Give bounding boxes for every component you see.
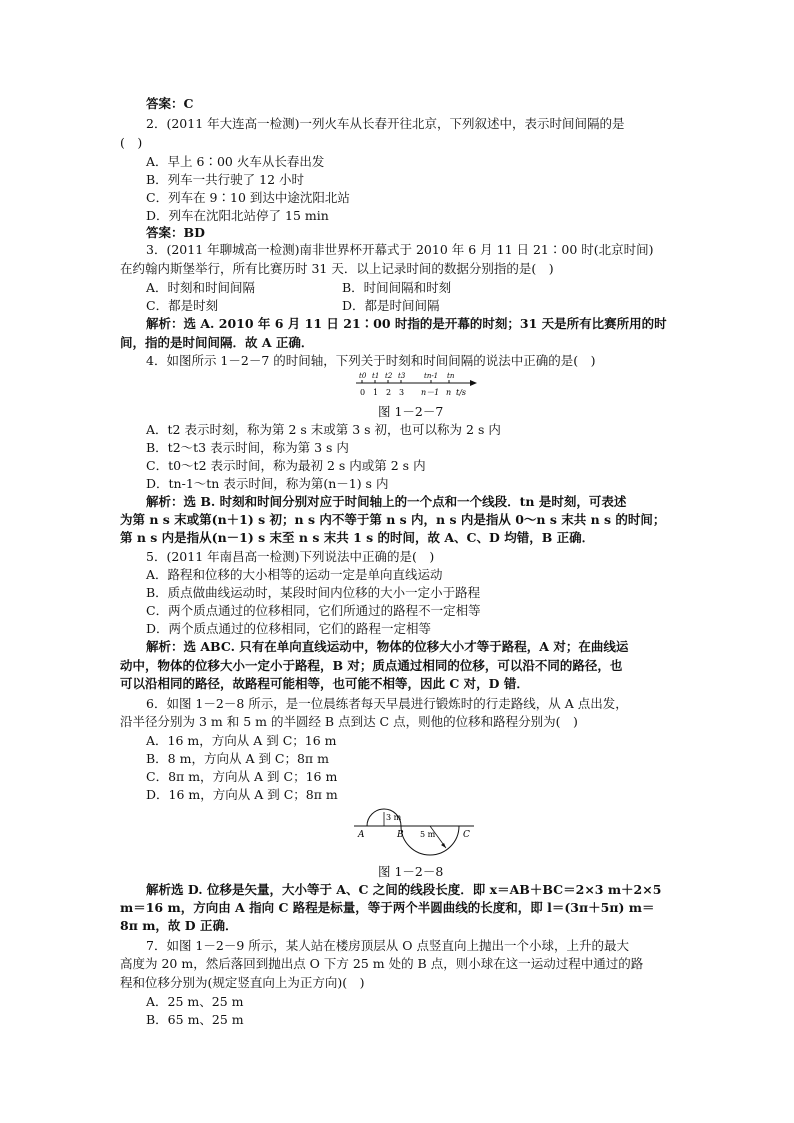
q6-option-a: A．16 m，方向从 A 到 C；16 m bbox=[146, 733, 337, 748]
q5-option-a: A．路程和位移的大小相等的运动一定是单向直线运动 bbox=[146, 567, 443, 582]
q5-option-c: C．两个质点通过的位移相同，它们所通过的路程不一定相等 bbox=[146, 603, 481, 618]
q2-option-c: C．列车在 9∶10 到达中途沈阳北站 bbox=[146, 190, 350, 205]
q4-explanation-line2: 为第 n s 末或第(n＋1) s 初；n s 内不等于第 n s 内，n s 内是指从 0～n s 末共 n s 的时间； bbox=[120, 512, 666, 527]
q4-option-d: D．tn-1～tn 表示时间，称为第(n－1) s 内 bbox=[146, 476, 389, 491]
q4-option-b: B．t2～t3 表示时间，称为第 3 s 内 bbox=[146, 440, 349, 455]
point-c-label: C bbox=[463, 830, 470, 840]
q1-answer: 答案：C bbox=[146, 96, 194, 111]
q2-stem-line1: 2．(2011 年大连高一检测)一列火车从长春开往北京，下列叙述中，表示时间间隔的是 bbox=[146, 116, 625, 131]
q5-explanation-line1: 解析：选 ABC. 只有在单向直线运动中，物体的位移大小才等于路程，A 对；在曲线运 bbox=[146, 639, 629, 654]
q6-stem-line2: 沿半径分别为 3 m 和 5 m 的半圆经 B 点到达 C 点，则他的位移和路程分别为( ) bbox=[120, 714, 578, 729]
axis-top-label: tn bbox=[447, 372, 455, 380]
q7-stem-line3: 程和位移分别为(规定竖直向上为正方向)( ) bbox=[120, 975, 365, 990]
axis-bottom-label: n bbox=[446, 388, 452, 397]
radius-3m-label: 3 m bbox=[386, 813, 402, 822]
q6-explanation-line1: 解析选 D. 位移是矢量，大小等于 A、C 之间的线段长度．即 x＝AB＋BC＝2×3 m＋2×5 bbox=[146, 882, 662, 897]
axis-top-label: t1 bbox=[372, 372, 380, 380]
axis-top-label: t0 bbox=[359, 372, 367, 380]
q7-option-a: A．25 m、25 m bbox=[146, 994, 244, 1009]
q3-explanation-line1: 解析：选 A. 2010 年 6 月 11 日 21∶00 时指的是开幕的时刻；31 天是所有比赛所用的时 bbox=[146, 316, 667, 331]
q6-option-c: C．8π m，方向从 A 到 C；16 m bbox=[146, 769, 338, 784]
axis-bottom-label: n－1 bbox=[421, 388, 440, 397]
q3-option-d: D．都是时间间隔 bbox=[342, 298, 440, 313]
q6-option-d: D．16 m，方向从 A 到 C；8π m bbox=[146, 787, 338, 802]
q3-stem-line2: 在约翰内斯堡举行，所有比赛历时 31 天．以上记录时间的数据分别指的是( ) bbox=[120, 261, 554, 276]
axis-bottom-label: 2 bbox=[386, 388, 392, 397]
timeline-figure bbox=[350, 370, 480, 400]
q4-option-a: A．t2 表示时刻，称为第 2 s 末或第 3 s 初，也可以称为 2 s 内 bbox=[146, 422, 501, 437]
point-a-label: A bbox=[358, 830, 365, 840]
q4-option-c: C．t0～t2 表示时间，称为最初 2 s 内或第 2 s 内 bbox=[146, 458, 426, 473]
q4-explanation-line3: 第 n s 内是指从(n－1) s 末至 n s 末共 1 s 的时间，故 A、C、D 均错，B 正确． bbox=[120, 530, 595, 545]
q5-explanation-line2: 动中，物体的位移大小一定小于路程，B 对；质点通过相同的位移，可以沿不同的路径，也 bbox=[120, 658, 623, 673]
axis-unit-label: t/s bbox=[456, 388, 467, 397]
q5-option-b: B．质点做曲线运动时，某段时间内位移的大小一定小于路程 bbox=[146, 585, 481, 600]
q2-option-b: B．列车一共行驶了 12 小时 bbox=[146, 172, 305, 187]
q4-stem: 4．如图所示 1－2－7 的时间轴，下列关于时刻和时间间隔的说法中正确的是( ) bbox=[146, 353, 596, 368]
q3-option-b: B．时间间隔和时刻 bbox=[342, 280, 452, 295]
figure-caption-1-2-7: 图 1－2－7 bbox=[378, 404, 444, 419]
point-b-label: B bbox=[397, 830, 404, 840]
q2-stem-line2: ( ) bbox=[120, 135, 143, 150]
axis-bottom-label: 0 bbox=[360, 388, 366, 397]
radius-5m-label: 5 m bbox=[420, 830, 436, 839]
q6-explanation-line3: 8π m，故 D 正确． bbox=[120, 918, 238, 933]
q2-answer: 答案：BD bbox=[146, 225, 205, 240]
axis-top-label: t2 bbox=[385, 372, 393, 380]
q7-option-b: B．65 m、25 m bbox=[146, 1012, 244, 1027]
q3-option-c: C．都是时刻 bbox=[146, 298, 219, 313]
q2-option-a: A．早上 6∶00 火车从长春出发 bbox=[146, 154, 325, 169]
q5-explanation-line3: 可以沿相同的路径，故路程可能相等，也可能不相等，因此 C 对，D 错． bbox=[120, 676, 529, 691]
q5-stem: 5．(2011 年南昌高一检测)下列说法中正确的是( ) bbox=[146, 549, 435, 564]
axis-bottom-label: 1 bbox=[373, 388, 379, 397]
axis-top-label: tn-1 bbox=[424, 372, 439, 380]
q3-stem-line1: 3．(2011 年聊城高一检测)南非世界杯开幕式于 2010 年 6 月 11 日 21∶00 时(北京时间) bbox=[146, 242, 654, 257]
figure-caption-1-2-8: 图 1－2－8 bbox=[378, 864, 444, 879]
semicircle-path-figure bbox=[350, 800, 480, 862]
q3-option-a: A．时刻和时间间隔 bbox=[146, 280, 256, 295]
q7-stem-line2: 高度为 20 m，然后落回到抛出点 O 下方 25 m 处的 B 点，则小球在这一运动过程中通过的路 bbox=[120, 956, 644, 971]
q7-stem-line1: 7．如图 1－2－9 所示，某人站在楼房顶层从 O 点竖直向上抛出一个小球，上升的最大 bbox=[146, 938, 629, 953]
q5-option-d: D．两个质点通过的位移相同，它们的路程一定相等 bbox=[146, 621, 432, 636]
axis-bottom-label: 3 bbox=[399, 388, 405, 397]
q6-stem-line1: 6．如图 1－2－8 所示，是一位晨练者每天早晨进行锻炼时的行走路线，从 A 点出发， bbox=[146, 696, 628, 711]
axis-top-label: t3 bbox=[398, 372, 406, 380]
q4-explanation-line1: 解析：选 B. 时刻和时间分别对应于时间轴上的一个点和一个线段．tn 是时刻，可表述 bbox=[146, 494, 627, 509]
q6-option-b: B．8 m，方向从 A 到 C；8π m bbox=[146, 751, 329, 766]
q6-explanation-line2: m＝16 m，方向由 A 指向 C 路程是标量，等于两个半圆曲线的长度和，即 l＝(3π＋5π) m＝ bbox=[120, 900, 655, 915]
q2-option-d: D．列车在沈阳北站停了 15 min bbox=[146, 208, 329, 223]
q3-explanation-line2: 间，指的是时间间隔．故 A 正确． bbox=[120, 335, 314, 350]
